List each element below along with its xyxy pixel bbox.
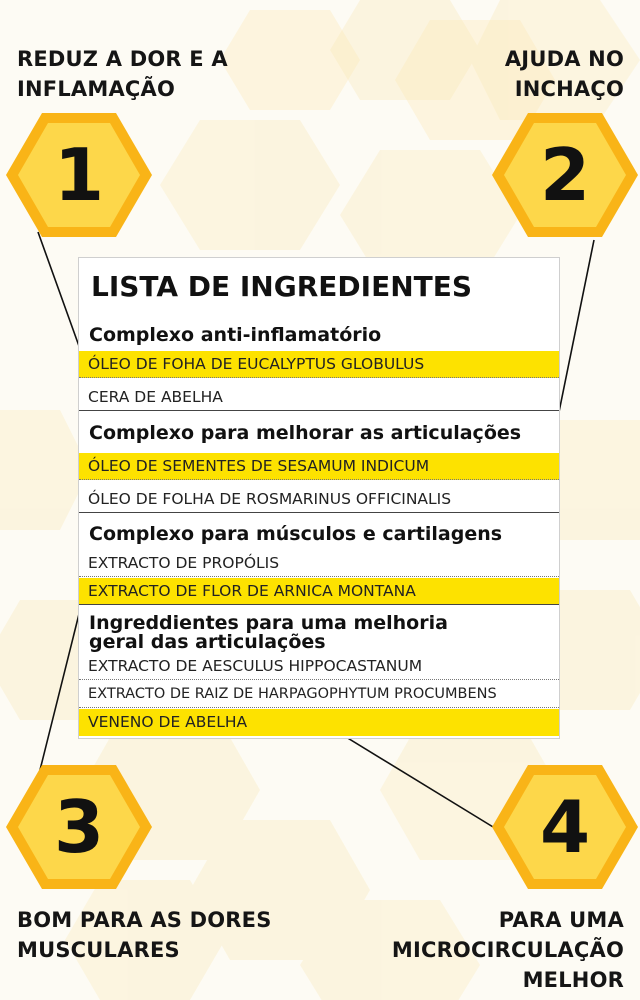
- badge-3: [4, 762, 154, 892]
- group-heading-joints: Complexo para melhorar as articulações: [89, 422, 522, 444]
- ingredient-devils-claw: EXTRACTO DE RAIZ DE HARPAGOPHYTUM PROCUMBENS: [79, 681, 559, 708]
- badge-number-4: 4: [539, 785, 591, 869]
- badge-4: [490, 762, 640, 892]
- badge-number-3: 3: [53, 785, 105, 869]
- callout-swelling: AJUDA NO INCHAÇO: [504, 47, 624, 101]
- ingredient-sesame-seed-oil: ÓLEO DE SEMENTES DE SESAMUM INDICUM: [79, 453, 559, 480]
- badge-1: [4, 110, 154, 240]
- ingredient-bee-venom: VENENO DE ABELHA: [79, 709, 559, 736]
- group-heading-general-line1: Ingreddientes para uma melhoria: [89, 612, 448, 634]
- group-heading-general-line2: geral das articulações: [89, 631, 326, 653]
- badge-number-1: 1: [53, 133, 105, 217]
- badge-number-2: 2: [539, 133, 591, 217]
- card-title: LISTA DE INGREDIENTES: [91, 270, 473, 303]
- badge-2: [490, 110, 640, 240]
- callout-microcirculation: PARA UMA MICROCIRCULAÇÃO MELHOR: [391, 908, 624, 992]
- ingredient-eucalyptus: ÓLEO DE FOHA DE EUCALYPTUS GLOBULUS: [79, 351, 559, 378]
- ingredients-card: [78, 257, 560, 739]
- group-heading-anti-inflammatory: Complexo anti-inflamatório: [89, 324, 382, 346]
- ingredient-propolis: EXTRACTO DE PROPÓLIS: [79, 550, 559, 577]
- group-heading-muscles-cartilage: Complexo para músculos e cartilagens: [89, 523, 503, 545]
- ingredient-rosemary-leaf-oil: ÓLEO DE FOLHA DE ROSMARINUS OFFICINALIS: [79, 486, 559, 513]
- ingredient-arnica: EXTRACTO DE FLOR DE ARNICA MONTANA: [79, 578, 559, 605]
- ingredient-horse-chestnut: EXTRACTO DE AESCULUS HIPPOCASTANUM: [79, 653, 559, 680]
- ingredient-beeswax: CERA DE ABELHA: [79, 384, 559, 411]
- callout-muscle-pain: BOM PARA AS DORES MUSCULARES: [17, 908, 272, 962]
- callout-pain-inflammation: REDUZ A DOR E A INFLAMAÇÃO: [17, 47, 228, 101]
